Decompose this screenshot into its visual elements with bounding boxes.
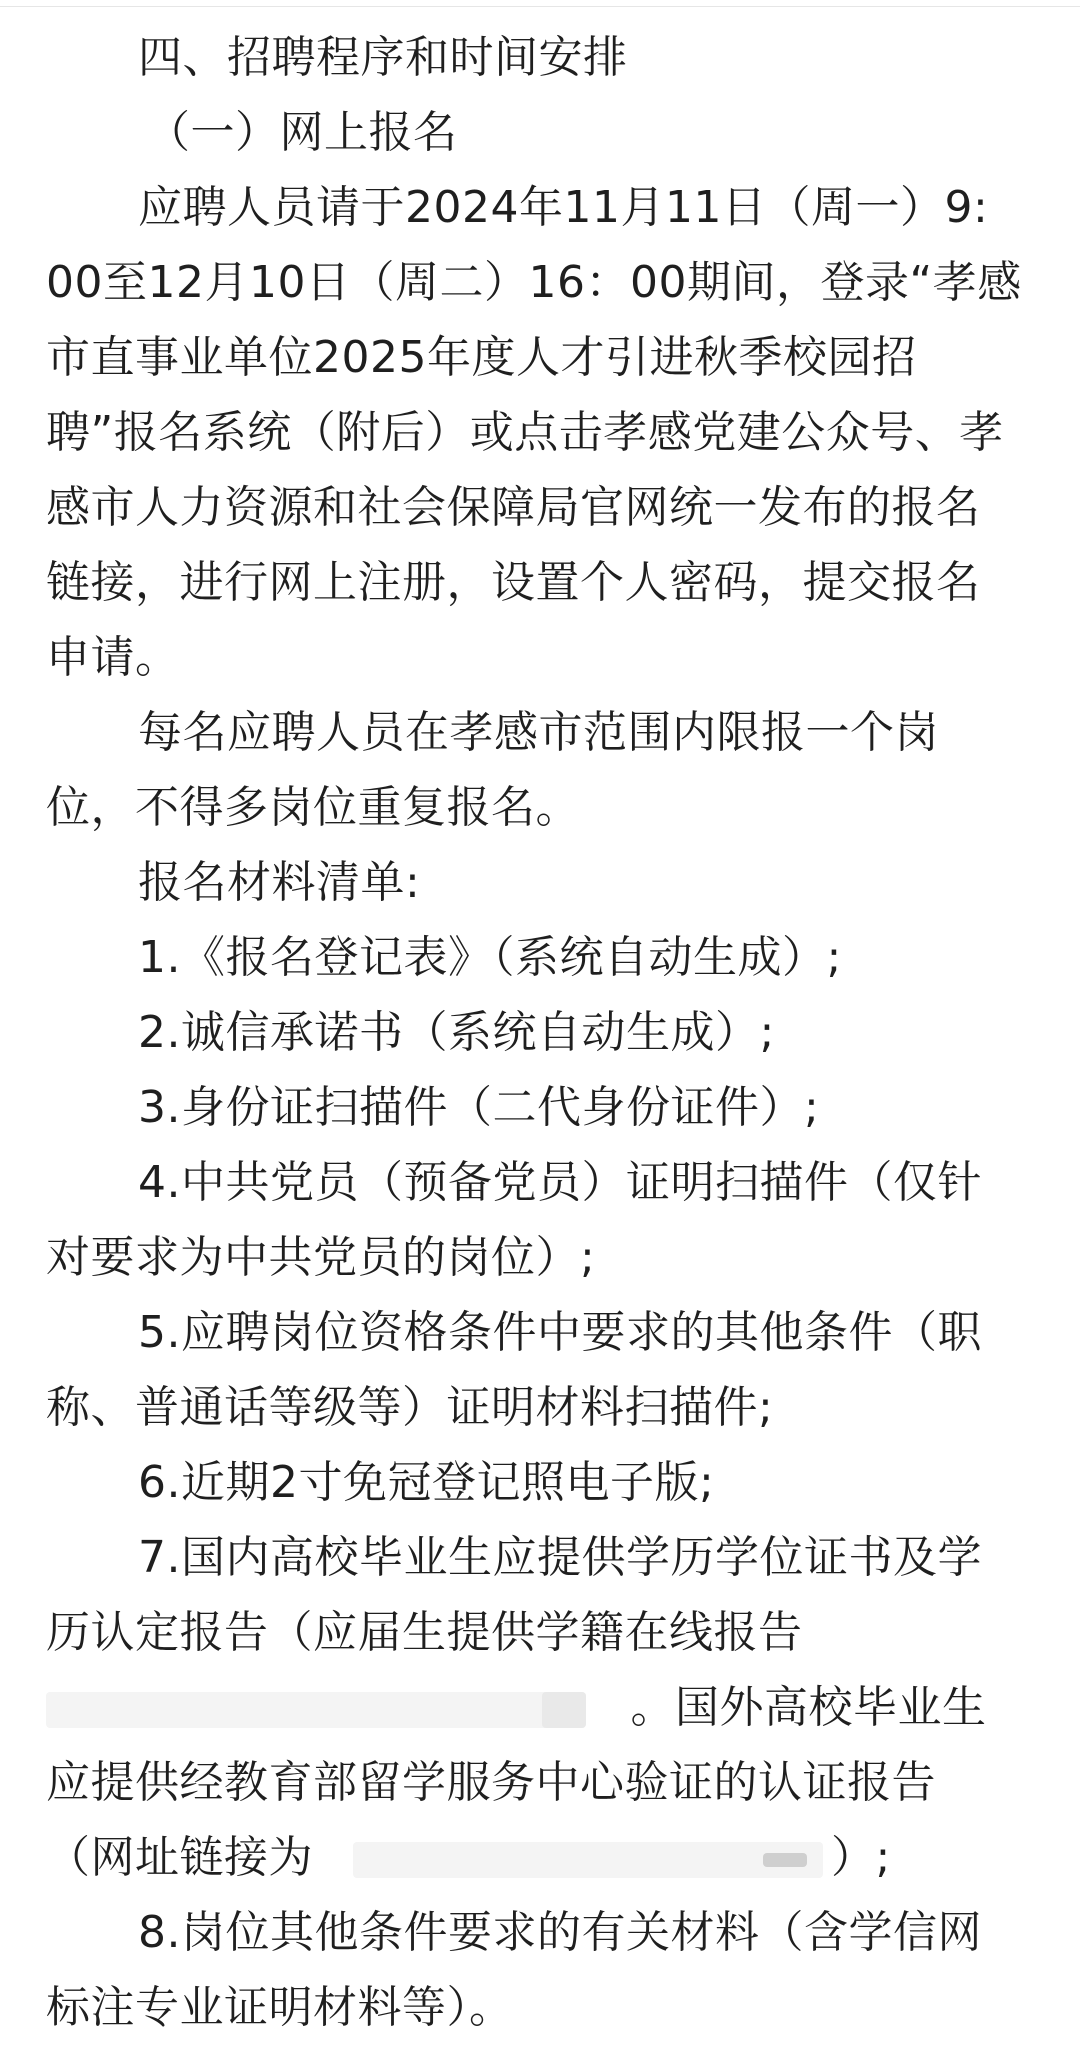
materials-list <box>46 920 1046 2045</box>
paragraph-line: 每名应聘人员在孝感市范围内限报一个岗 <box>138 707 939 758</box>
list-item-continuation-redacted <box>46 1820 1046 1895</box>
paragraph-line: 聘”报名系统（附后）或点击孝感党建公众号、孝 <box>46 407 1004 458</box>
list-item: 6.近期2寸免冠登记照电子版; <box>138 1457 715 1508</box>
section-heading: 四、招聘程序和时间安排 <box>138 32 628 83</box>
subsection-heading: （一）网上报名 <box>146 107 458 158</box>
list-item-continuation: 对要求为中共党员的岗位）; <box>46 1232 596 1283</box>
list-item-continuation: 应提供经教育部留学服务中心验证的认证报告 <box>46 1757 936 1808</box>
list-item: 3.身份证扫描件（二代身份证件）; <box>138 1082 820 1133</box>
list-item-text: （网址链接为 <box>46 1832 313 1883</box>
paragraph-line: 感市人力资源和社会保障局官网统一发布的报名 <box>46 482 981 533</box>
redacted-link-area <box>46 1692 586 1728</box>
paragraph-line: 链接，进行网上注册，设置个人密码，提交报名 <box>46 557 981 608</box>
list-item: 5.应聘岗位资格条件中要求的其他条件（职 <box>138 1307 982 1358</box>
list-item-continuation-redacted <box>46 1670 1046 1745</box>
list-item-continuation: 称、普通话等级等）证明材料扫描件; <box>46 1382 774 1433</box>
list-item-continuation: 历认定报告（应届生提供学籍在线报告 <box>46 1607 803 1658</box>
list-item: 2.诚信承诺书（系统自动生成）; <box>138 1007 775 1058</box>
list-item-continuation: 标注专业证明材料等）。 <box>46 1982 514 2033</box>
paragraph-line: 应聘人员请于2024年11月11日（周一）9: <box>138 182 989 233</box>
list-item-text: ）; <box>831 1832 891 1883</box>
top-divider <box>0 6 1080 7</box>
list-item: 7.国内高校毕业生应提供学历学位证书及学 <box>138 1532 982 1583</box>
paragraph-line: 00至12月10日（周二）16：00期间，登录“孝感 <box>46 257 1022 308</box>
paragraph-line: 市直事业单位2025年度人才引进秋季校园招 <box>46 332 917 383</box>
list-item: 1.《报名登记表》（系统自动生成）; <box>138 932 842 983</box>
list-item: 4.中共党员（预备党员）证明扫描件（仅针 <box>138 1157 982 1208</box>
paragraph-limit <box>46 695 1046 845</box>
list-item: 8.岗位其他条件要求的有关材料（含学信网 <box>138 1907 982 1958</box>
materials-list-title: 报名材料清单: <box>138 857 421 908</box>
paragraph-line: 位，不得多岗位重复报名。 <box>46 782 580 833</box>
redacted-block <box>542 1692 586 1728</box>
redacted-url <box>353 1842 823 1878</box>
list-item-text: 。国外高校毕业生 <box>630 1682 987 1733</box>
document-body <box>46 20 1046 2045</box>
paragraph-line: 申请。 <box>46 632 180 683</box>
paragraph-registration <box>46 170 1046 695</box>
redacted-block <box>763 1853 807 1867</box>
